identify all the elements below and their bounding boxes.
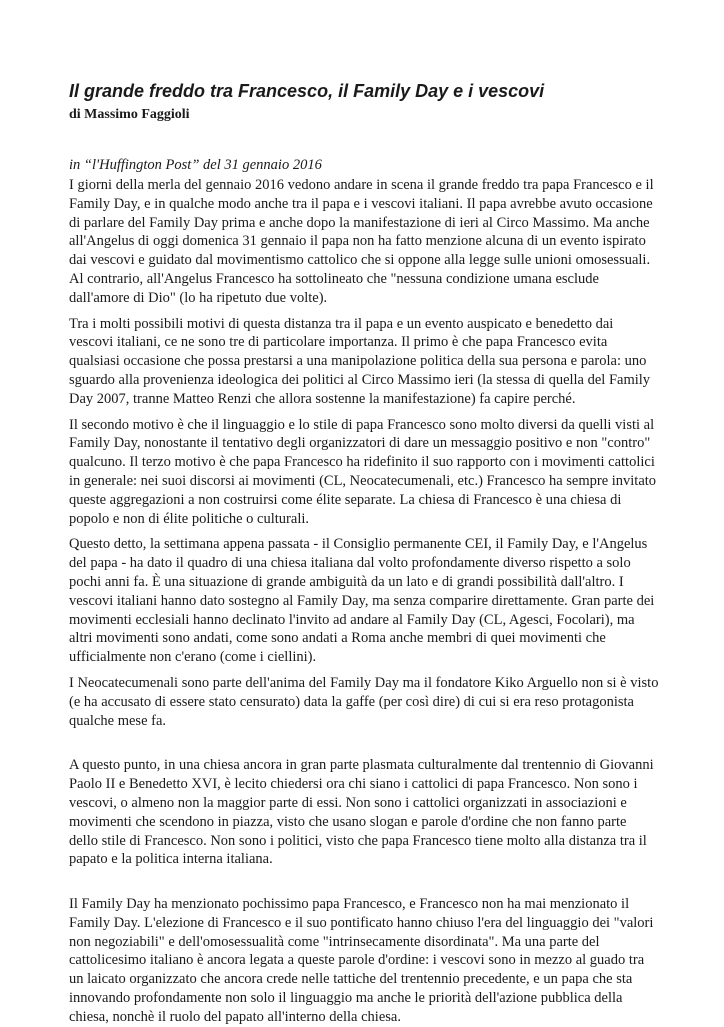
article-source: in “l'Huffington Post” del 31 gennaio 2016 [69, 157, 322, 173]
paragraph-1: I giorni della merla del gennaio 2016 vedono andare in scena il grande freddo tra papa Francesco e il Family Day, e in qualche modo anche tra il papa e i vescovi italiani. Il papa avrebbe avuto occasione di parlare del Family Day prima e anche dopo la manifestazione di ieri al Circo Massimo. Ma anche all'Angelus di oggi domenica 31 gennaio il papa non ha fatto menzione alcuna di un evento ispirato dai vescovi e guidato dal movimentismo cattolico che si oppone alla legge sulle unioni omosessuali. Al contrario, all'Angelus Francesco ha sottolineato che "nessuna condizione umana esclude dall'amore di Dio" (lo ha ripetuto due volte). [69, 177, 654, 306]
paragraph-5: I Neocatecumenali sono parte dell'anima del Family Day ma il fondatore Kiko Arguello non si è visto (e ha accusato di essere stato censurato) data la gaffe (per così dire) di cui si era reso protagonista qualche mese fa. [69, 674, 659, 729]
article-author: di Massimo Faggioli [69, 107, 190, 122]
paragraph-6: A questo punto, in una chiesa ancora in gran parte plasmata culturalmente dal trentennio di Giovanni Paolo II e Benedetto XVI, è lecito chiedersi ora chi siano i cattolici di papa Francesco. Non sono i vescovi, o almeno non la maggior parte di essi. Non sono i cattolici organizzati in associazioni e movimenti che scendono in piazza, visto che usano slogan e parole d'ordine che non fanno parte dello stile di Francesco. Non sono i politici, visto che papa Francesco tiene molto alla distanza tra il papato e la politica interna italiana. [69, 757, 654, 868]
paragraph-3: Il secondo motivo è che il linguaggio e lo stile di papa Francesco sono molto diversi da quelli visti al Family Day, nonostante il tentativo degli organizzatori di dare un messaggio positivo e non "contro" qualcuno. Il terzo motivo è che papa Francesco ha ridefinito il suo rapporto con i movimenti cattolici in generale: nei suoi discorsi ai movimenti (CL, Neocatecumenali, etc.) Francesco ha sempre invitato queste aggregazioni a non costruirsi come élite separate. La chiesa di Francesco è una chiesa di popolo e non di élite politiche o culturali. [69, 416, 657, 527]
paragraph-4: Questo detto, la settimana appena passata - il Consiglio permanente CEI, il Family Day, e l'Angelus del papa - ha dato il quadro di una chiesa italiana dal volto profondamente diverso rispetto a solo pochi anni fa. È una situazione di grande ambiguità da un lato e di grandi possibilità dall'altro. I vescovi italiani hanno dato sostegno al Family Day, ma senza comparire direttamente. Gran parte dei movimenti ecclesiali hanno declinato l'invito ad andare al Family Day (CL, Agesci, Focolari), ma altri movimenti sono andati, come sono andati a Roma anche membri di quei movimenti che ufficialmente non c'erano (come i ciellini). [69, 536, 655, 666]
article-title: Il grande freddo tra Francesco, il Family Day e i vescovi [69, 81, 545, 101]
paragraph-2: Tra i molti possibili motivi di questa distanza tra il papa e un evento auspicato e benedetto dai vescovi italiani, ce ne sono tre di particolare importanza. Il primo è che papa Francesco evita qualsiasi occasione che possa prestarsi a una manipolazione politica della sua persona e parola: uno sguardo alla provenienza ideologica dei politici al Circo Massimo ieri (la stessa di quella del Family Day 2007, tranne Matteo Renzi che allora sostenne la manifestazione) fa capire perché. [69, 315, 651, 407]
document-page [69, 80, 659, 1027]
paragraph-7: Il Family Day ha menzionato pochissimo papa Francesco, e Francesco non ha mai menzionato il Family Day. L'elezione di Francesco e il suo pontificato hanno chiuso l'era del linguaggio dei "valori non negoziabili" e dell'omosessualità come "intrinsecamente disordinata". Ma una parte del cattolicesimo italiano è ancora legata a queste parole d'ordine: i vescovi sono in mezzo al guado tra un laicato organizzato che ancora crede nelle tattiche del trentennio precedente, e un papa che sta innovando profondamente non solo il linguaggio ma anche le priorità dell'azione pubblica della chiesa, nonchè il ruolo del papato all'interno della chiesa. [69, 896, 654, 1025]
